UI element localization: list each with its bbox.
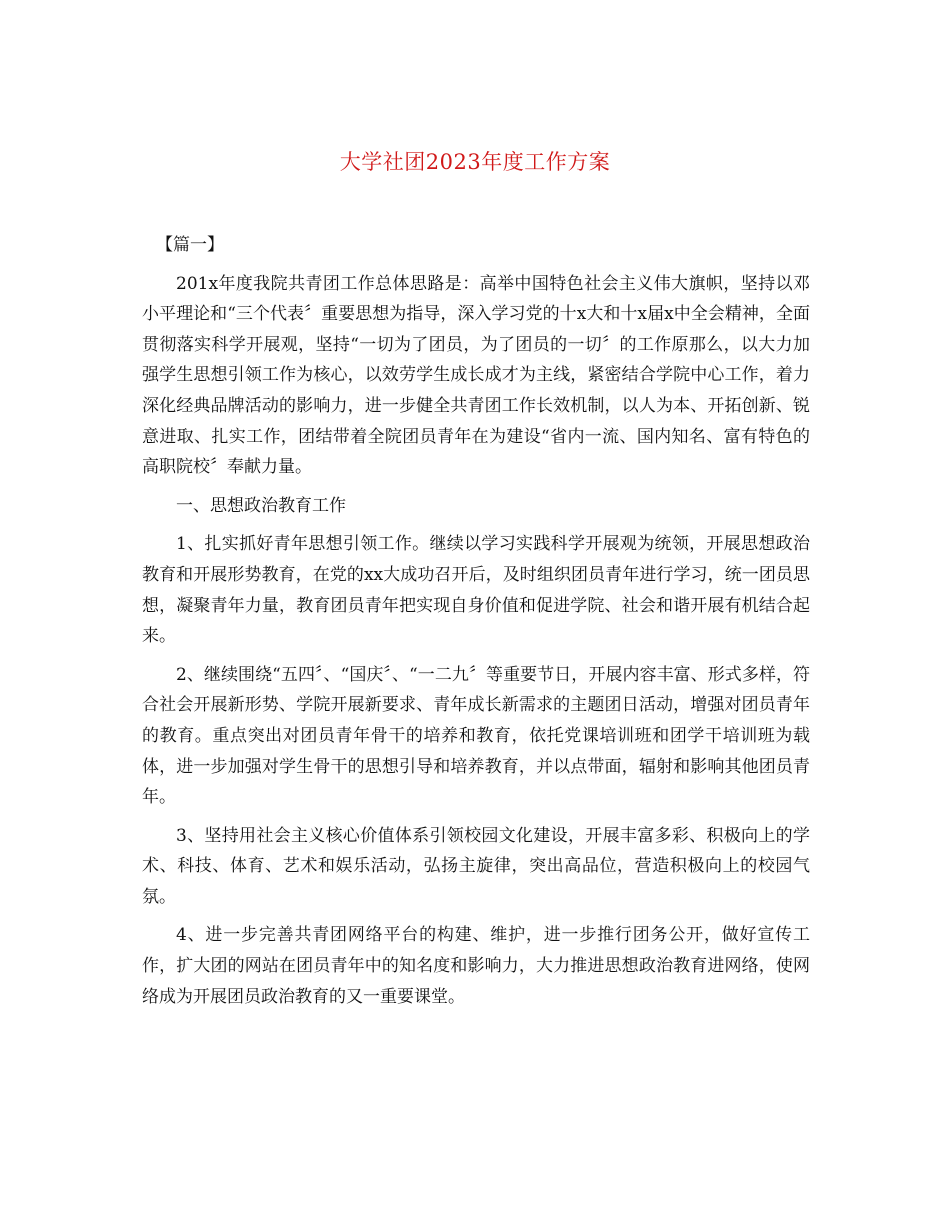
document-title: 大学社团2023年度工作方案 xyxy=(339,150,611,174)
paragraph-item-1: 1、扎实抓好青年思想引领工作。继续以学习实践科学开展观为统领，开展思想政治教育和开展形势教育，在党的xx大成功召开后，及时组织团员青年进行学习，统一团员思想，凝聚青年力量，教育团员青年把实现自身价值和促进学院、社会和谐开展有机结合起来。 xyxy=(142,534,810,647)
heading-ideological-education: 一、思想政治教育工作 xyxy=(176,495,346,516)
section-label: 【篇一】 xyxy=(156,235,224,255)
paragraph-item-2: 2、继续围绕“五四〞、“国庆〞、“一二九〞等重要节日，开展内容丰富、形式多样，符合社会开展新形势、学院开展新要求、青年成长新需求的主题团日活动，增强对团员青年的教育。重点突出对团员青年骨干的培养和教育，依托党课培训班和团学干培训班为载体，进一步加强对学生骨干的思想引导和培养教育，并以点带面，辐射和影响其他团员青年。 xyxy=(142,664,810,808)
paragraph-item-4: 4、进一步完善共青团网络平台的构建、维护，进一步推行团务公开，做好宣传工作，扩大团的网站在团员青年中的知名度和影响力，大力推进思想政治教育进网络，使网络成为开展团员政治教育的又一重要课堂。 xyxy=(142,925,810,1007)
document-body xyxy=(142,230,810,1020)
paragraph-overview: 201x年度我院共青团工作总体思路是：高举中国特色社会主义伟大旗帜，坚持以邓小平理论和“三个代表〞重要思想为指导，深入学习党的十x大和十x届x中全会精神，全面贯彻落实科学开展观，坚持“一切为了团员，为了团员的一切〞的工作原那么，以大力加强学生思想引领工作为核心，以效劳学生成长成才为主线，紧密结合学院中心工作，着力深化经典品牌活动的影响力，进一步健全共青团工作长效机制，以人为本、开拓创新、锐意进取、扎实工作，团结带着全院团员青年在为建设“省内一流、国内知名、富有特色的高职院校〞奉献力量。 xyxy=(142,273,810,478)
paragraph-item-3: 3、坚持用社会主义核心价值体系引领校园文化建设，开展丰富多彩、积极向上的学术、科技、体育、艺术和娱乐活动，弘扬主旋律，突出高品位，营造积极向上的校园气氛。 xyxy=(142,825,810,907)
